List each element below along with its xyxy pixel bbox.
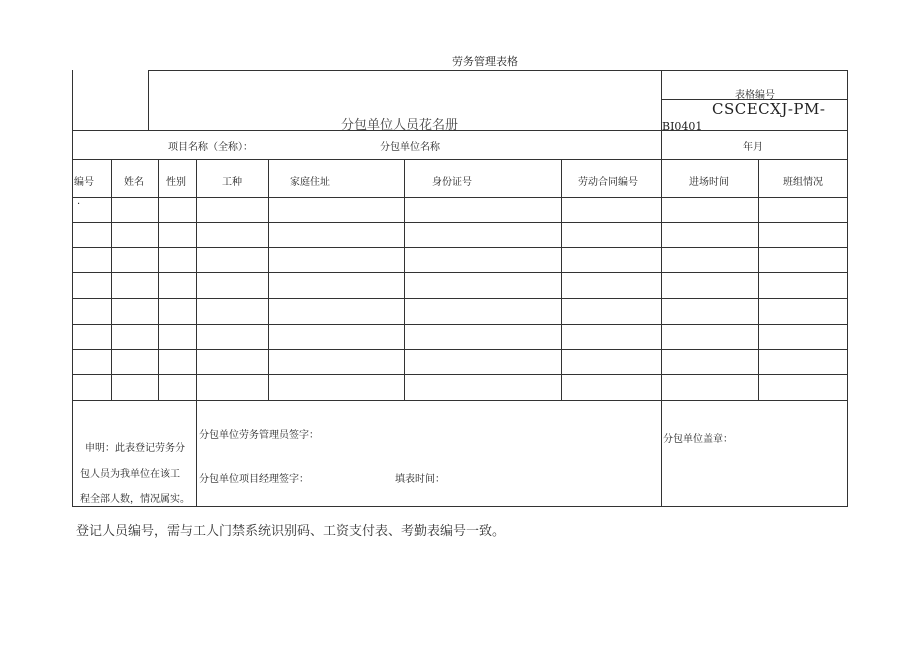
top-title: 劳务管理表格 (452, 55, 518, 68)
year-month-label: 年月 (743, 142, 763, 153)
statement-line: 申明：此表登记劳务分 (85, 443, 185, 454)
table-row-cell: · (77, 199, 81, 210)
statement-line: 程全部人数，情况属实。 (80, 494, 190, 505)
labor-manager-signature-label: 分包单位劳务管理员签字： (199, 430, 319, 441)
column-header: 劳动合同编号 (578, 177, 638, 188)
form-title: 分包单位人员花名册 (341, 118, 459, 133)
project-name-label: 项目名称（全称）： (168, 142, 253, 153)
form-code-line1: CSCECXJ-PM- (712, 100, 826, 118)
column-header: 班组情况 (783, 177, 823, 188)
unit-seal-label: 分包单位盖章： (663, 434, 733, 445)
column-header: 工种 (222, 177, 242, 188)
subcontractor-name-label: 分包单位名称 (380, 142, 440, 153)
column-header: 性别 (166, 177, 186, 188)
project-manager-signature-label: 分包单位项目经理签字： (199, 474, 309, 485)
column-header: 进场时间 (689, 177, 729, 188)
column-header: 身份证号 (432, 177, 472, 188)
form-code-label: 表格编号 (735, 90, 775, 101)
column-header: 编号 (74, 177, 94, 188)
statement-line: 包人员为我单位在该工 (80, 469, 180, 480)
column-header: 家庭住址 (290, 177, 330, 188)
registration-note: 登记人员编号，需与工人门禁系统识别码、工资支付表、考勤表编号一致。 (76, 524, 506, 539)
fill-time-label: 填表时间： (395, 474, 445, 485)
form-code-line2: BI0401 (662, 120, 703, 130)
column-header: 姓名 (124, 177, 144, 188)
